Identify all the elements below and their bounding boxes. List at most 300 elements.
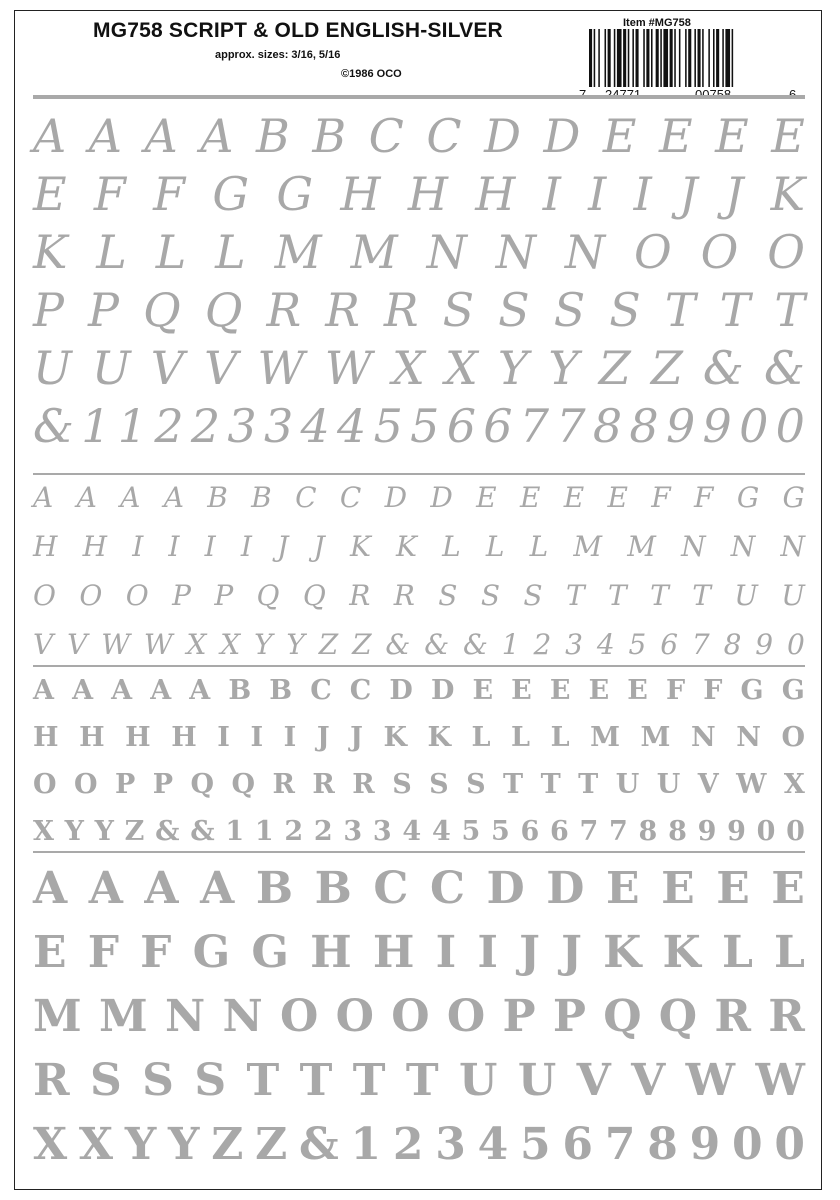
decal-glyph: C bbox=[349, 675, 372, 706]
barcode-bar bbox=[679, 29, 681, 87]
decal-glyph: E bbox=[715, 109, 749, 163]
decal-glyph: 8 bbox=[723, 628, 742, 661]
decal-glyph: 2 bbox=[190, 399, 221, 453]
decal-glyph: L bbox=[774, 927, 805, 978]
decal-glyph: 6 bbox=[446, 399, 476, 453]
decal-glyph: B bbox=[207, 481, 228, 514]
decal-glyph: M bbox=[274, 225, 322, 279]
decal-glyph: Z bbox=[211, 1119, 244, 1170]
glyph-row bbox=[33, 722, 805, 753]
decal-glyph: Q bbox=[302, 579, 326, 612]
decal-glyph: T bbox=[299, 1055, 333, 1106]
decal-glyph: P bbox=[152, 769, 174, 800]
decal-glyph: 0 bbox=[775, 399, 805, 453]
decal-glyph: F bbox=[87, 927, 119, 978]
decal-glyph: U bbox=[91, 341, 131, 395]
decal-glyph: A bbox=[111, 675, 133, 706]
decal-glyph: T bbox=[664, 283, 696, 337]
decal-glyph: C bbox=[310, 675, 332, 706]
decal-glyph: E bbox=[519, 481, 541, 514]
decal-glyph: E bbox=[716, 863, 750, 914]
decal-glyph: O bbox=[33, 769, 57, 800]
decal-glyph: M bbox=[627, 530, 656, 563]
decal-glyph: 3 bbox=[343, 816, 363, 847]
decal-glyph: C bbox=[339, 481, 362, 514]
decal-glyph: I bbox=[168, 530, 180, 563]
decal-glyph: X bbox=[33, 1119, 68, 1170]
decal-glyph: 4 bbox=[431, 816, 451, 847]
decal-glyph: T bbox=[405, 1055, 439, 1106]
decal-glyph: N bbox=[690, 722, 716, 753]
decal-glyph: Z bbox=[124, 816, 145, 847]
decal-glyph: B bbox=[312, 109, 347, 163]
decal-glyph: W bbox=[736, 769, 767, 800]
decal-glyph: & bbox=[424, 628, 450, 661]
decal-glyph: F bbox=[703, 675, 723, 706]
decal-glyph: N bbox=[165, 991, 206, 1042]
decal-glyph: E bbox=[33, 927, 67, 978]
decal-glyph: T bbox=[608, 579, 627, 612]
decal-glyph: 9 bbox=[702, 399, 732, 453]
decal-glyph: E bbox=[661, 863, 695, 914]
decal-glyph: E bbox=[771, 109, 805, 163]
decal-glyph: Y bbox=[254, 628, 273, 661]
decal-glyph: B bbox=[251, 481, 272, 514]
decal-glyph: Z bbox=[650, 341, 683, 395]
barcode-bar bbox=[646, 29, 649, 87]
decal-glyph: A bbox=[33, 109, 67, 163]
decal-glyph: X bbox=[392, 341, 425, 395]
decal-glyph: R bbox=[33, 1055, 70, 1106]
decal-glyph: G bbox=[781, 675, 805, 706]
decal-glyph: & bbox=[702, 341, 744, 395]
decal-glyph: 7 bbox=[579, 816, 599, 847]
decal-glyph: 0 bbox=[739, 399, 769, 453]
decal-glyph: W bbox=[143, 628, 173, 661]
decal-glyph: W bbox=[101, 628, 130, 661]
decal-glyph: K bbox=[770, 167, 805, 221]
decal-glyph: 7 bbox=[604, 1119, 636, 1170]
glyph-row bbox=[33, 283, 805, 337]
barcode-bar bbox=[643, 29, 645, 87]
decal-glyph: 1 bbox=[254, 816, 274, 847]
decal-glyph: N bbox=[780, 530, 805, 563]
approx-sizes-label: approx. sizes: 3/16, 5/16 bbox=[215, 49, 341, 61]
barcode-bar bbox=[632, 29, 634, 87]
barcode-bar bbox=[674, 29, 676, 87]
decal-glyph: K bbox=[662, 927, 701, 978]
decal-glyph: T bbox=[692, 579, 711, 612]
decal-glyph: Q bbox=[143, 283, 181, 337]
decal-glyph: H bbox=[372, 927, 415, 978]
decal-glyph: P bbox=[88, 283, 119, 337]
decal-glyph: 3 bbox=[372, 816, 392, 847]
decal-glyph: 9 bbox=[697, 816, 717, 847]
decal-glyph: I bbox=[542, 167, 561, 221]
barcode-bar bbox=[598, 29, 600, 87]
decal-glyph: C bbox=[368, 109, 404, 163]
decal-glyph: V bbox=[204, 341, 238, 395]
decal-glyph: H bbox=[79, 722, 105, 753]
decal-glyph: 2 bbox=[313, 816, 333, 847]
decal-glyph: 7 bbox=[691, 628, 710, 661]
decal-glyph: E bbox=[588, 675, 610, 706]
decal-glyph: O bbox=[391, 991, 430, 1042]
barcode-bar bbox=[605, 29, 607, 87]
decal-glyph: 0 bbox=[756, 816, 776, 847]
decal-glyph: 5 bbox=[410, 399, 440, 453]
decal-glyph: 4 bbox=[477, 1119, 509, 1170]
decal-glyph: H bbox=[310, 927, 352, 978]
decal-glyph: T bbox=[352, 1055, 386, 1106]
decal-glyph: H bbox=[82, 530, 108, 563]
decal-glyph: J bbox=[313, 530, 325, 563]
barcode-bar bbox=[713, 29, 715, 87]
decal-glyph: I bbox=[240, 530, 252, 563]
decal-glyph: 5 bbox=[373, 399, 403, 453]
decal-glyph: X bbox=[220, 628, 241, 661]
decal-glyph: E bbox=[627, 675, 648, 706]
decal-glyph: I bbox=[132, 530, 144, 563]
decal-glyph: U bbox=[615, 769, 640, 800]
decal-glyph: E bbox=[549, 675, 571, 706]
decal-glyph: & bbox=[298, 1119, 339, 1170]
decal-glyph: X bbox=[78, 1119, 114, 1170]
decal-glyph: D bbox=[546, 863, 585, 914]
decal-glyph: F bbox=[665, 675, 686, 706]
decal-glyph: 7 bbox=[556, 399, 586, 453]
item-number-label: Item #MG758 bbox=[623, 17, 691, 29]
decal-glyph: R bbox=[312, 769, 335, 800]
barcode-bar bbox=[660, 29, 662, 87]
decal-glyph: R bbox=[714, 991, 751, 1042]
decal-glyph: A bbox=[144, 863, 179, 914]
decal-glyph: 1 bbox=[501, 628, 520, 661]
decal-glyph: N bbox=[736, 722, 761, 753]
decal-glyph: Q bbox=[231, 769, 256, 800]
decal-glyph: D bbox=[430, 481, 453, 514]
decal-glyph: A bbox=[76, 481, 97, 514]
decal-glyph: S bbox=[142, 1055, 174, 1106]
barcode-bar bbox=[685, 29, 687, 87]
decal-glyph: Z bbox=[318, 628, 339, 661]
decal-glyph: S bbox=[523, 579, 543, 612]
decal-glyph: J bbox=[561, 927, 582, 978]
decal-glyph: W bbox=[685, 1055, 736, 1106]
decal-glyph: S bbox=[438, 579, 458, 612]
decal-glyph: G bbox=[212, 167, 250, 221]
decal-glyph: A bbox=[120, 481, 141, 514]
decal-glyph: S bbox=[442, 283, 475, 337]
decal-glyph: V bbox=[631, 1055, 666, 1106]
decal-glyph: P bbox=[33, 283, 64, 337]
copyright-label: ©1986 OCO bbox=[341, 68, 402, 80]
decal-glyph: V bbox=[33, 628, 54, 661]
decal-glyph: 8 bbox=[592, 399, 623, 453]
decal-glyph: H bbox=[407, 167, 448, 221]
decal-glyph: 2 bbox=[154, 399, 184, 453]
barcode-bar bbox=[716, 29, 719, 87]
decal-glyph: Q bbox=[256, 579, 280, 612]
decal-glyph: H bbox=[33, 530, 58, 563]
decal-glyph: R bbox=[272, 769, 295, 800]
decal-glyph: M bbox=[573, 530, 603, 563]
decal-glyph: 5 bbox=[461, 816, 481, 847]
barcode-bar bbox=[594, 29, 596, 87]
barcode-bar bbox=[688, 29, 691, 87]
section-divider bbox=[33, 473, 805, 475]
decal-glyph: E bbox=[33, 167, 67, 221]
decal-glyph: J bbox=[350, 722, 363, 753]
decal-glyph: S bbox=[553, 283, 586, 337]
decal-glyph: D bbox=[384, 481, 408, 514]
decal-glyph: V bbox=[67, 628, 88, 661]
decal-glyph: 3 bbox=[227, 399, 257, 453]
glyph-row bbox=[33, 628, 805, 661]
decal-glyph: D bbox=[430, 675, 455, 706]
decal-glyph: 2 bbox=[533, 628, 552, 661]
decal-glyph: I bbox=[477, 927, 498, 978]
sheet-title: MG758 SCRIPT & OLD ENGLISH-SILVER bbox=[93, 19, 503, 42]
decal-glyph: D bbox=[484, 109, 521, 163]
decal-glyph: Y bbox=[168, 1119, 200, 1170]
decal-glyph: 7 bbox=[609, 816, 628, 847]
decal-glyph: A bbox=[150, 675, 172, 706]
decal-sheet bbox=[14, 10, 822, 1190]
decal-glyph: 0 bbox=[786, 816, 805, 847]
decal-glyph: Q bbox=[603, 991, 642, 1042]
barcode-bar bbox=[663, 29, 668, 87]
decal-glyph: L bbox=[485, 530, 505, 563]
decal-glyph: 0 bbox=[731, 1119, 763, 1170]
decal-glyph: M bbox=[99, 991, 148, 1042]
decal-glyph: 2 bbox=[284, 816, 304, 847]
decal-glyph: T bbox=[565, 579, 585, 612]
decal-glyph: 9 bbox=[727, 816, 746, 847]
decal-glyph: C bbox=[373, 863, 409, 914]
decal-glyph: J bbox=[277, 530, 289, 563]
glyph-row bbox=[33, 927, 805, 978]
decal-glyph: L bbox=[550, 722, 570, 753]
decal-glyph: 8 bbox=[629, 399, 659, 453]
decal-glyph: 8 bbox=[647, 1119, 678, 1170]
decal-glyph: 4 bbox=[337, 399, 367, 453]
decal-glyph: P bbox=[114, 769, 136, 800]
decal-glyph: W bbox=[257, 341, 305, 395]
decal-glyph: L bbox=[442, 530, 461, 563]
decal-glyph: 1 bbox=[81, 399, 111, 453]
decal-glyph: M bbox=[640, 722, 671, 753]
decal-glyph: L bbox=[96, 225, 127, 279]
decal-glyph: Y bbox=[497, 341, 529, 395]
decal-glyph: T bbox=[650, 579, 669, 612]
decal-glyph: A bbox=[33, 481, 54, 514]
header-divider bbox=[33, 95, 805, 99]
decal-glyph: K bbox=[603, 927, 642, 978]
decal-glyph: E bbox=[605, 863, 640, 914]
decal-glyph: M bbox=[590, 722, 620, 753]
decal-glyph: 0 bbox=[774, 1119, 805, 1170]
decal-glyph: E bbox=[472, 675, 494, 706]
decal-glyph: V bbox=[697, 769, 719, 800]
decal-glyph: O bbox=[767, 225, 805, 279]
decal-glyph: N bbox=[564, 225, 606, 279]
decal-glyph: N bbox=[730, 530, 756, 563]
decal-glyph: J bbox=[679, 167, 698, 221]
decal-glyph: M bbox=[33, 991, 82, 1042]
glyph-row bbox=[33, 991, 805, 1042]
decal-glyph: H bbox=[340, 167, 381, 221]
decal-glyph: I bbox=[633, 167, 652, 221]
decal-glyph: 6 bbox=[562, 1119, 594, 1170]
barcode-bar bbox=[656, 29, 659, 87]
decal-glyph: Y bbox=[286, 628, 305, 661]
decal-glyph: H bbox=[125, 722, 151, 753]
decal-glyph: Q bbox=[658, 991, 698, 1042]
barcode-bar bbox=[698, 29, 701, 87]
decal-glyph: A bbox=[163, 481, 184, 514]
decal-glyph: A bbox=[189, 675, 211, 706]
decal-glyph: O bbox=[79, 579, 103, 612]
decal-glyph: D bbox=[389, 675, 413, 706]
decal-glyph: 6 bbox=[520, 816, 540, 847]
barcode-bar bbox=[651, 29, 653, 87]
decal-glyph: 7 bbox=[519, 399, 550, 453]
decal-glyph: N bbox=[426, 225, 467, 279]
decal-glyph: 8 bbox=[638, 816, 658, 847]
barcode-bar bbox=[722, 29, 724, 87]
decal-glyph: & bbox=[763, 341, 805, 395]
decal-glyph: C bbox=[429, 863, 465, 914]
decal-glyph: F bbox=[694, 481, 714, 514]
decal-glyph: F bbox=[153, 167, 186, 221]
decal-glyph: 1 bbox=[117, 399, 148, 453]
decal-glyph: A bbox=[88, 863, 123, 914]
decal-glyph: X bbox=[783, 769, 805, 800]
decal-glyph: K bbox=[349, 530, 371, 563]
decal-glyph: S bbox=[609, 283, 641, 337]
decal-glyph: 3 bbox=[565, 628, 583, 661]
decal-glyph: B bbox=[256, 109, 290, 163]
decal-glyph: X bbox=[33, 816, 54, 847]
decal-glyph: R bbox=[325, 283, 360, 337]
decal-glyph: E bbox=[607, 481, 628, 514]
decal-glyph: S bbox=[89, 1055, 122, 1106]
decal-glyph: 0 bbox=[786, 628, 805, 661]
decal-glyph: S bbox=[429, 769, 449, 800]
decal-glyph: 5 bbox=[628, 628, 647, 661]
decal-glyph: & bbox=[385, 628, 411, 661]
barcode-bar bbox=[694, 29, 696, 87]
decal-glyph: L bbox=[471, 722, 491, 753]
decal-glyph: E bbox=[602, 109, 637, 163]
decal-glyph: O bbox=[125, 579, 149, 612]
glyph-row bbox=[33, 1119, 805, 1170]
decal-glyph: K bbox=[396, 530, 417, 563]
decal-glyph: O bbox=[781, 722, 805, 753]
glyph-row bbox=[33, 816, 805, 847]
decal-glyph: P bbox=[552, 991, 586, 1042]
barcode-bar bbox=[636, 29, 639, 87]
barcode-bar bbox=[732, 29, 734, 87]
decal-glyph: A bbox=[33, 675, 54, 706]
decal-glyph: I bbox=[217, 722, 230, 753]
decal-glyph: S bbox=[392, 769, 412, 800]
decal-glyph: D bbox=[543, 109, 581, 163]
decal-glyph: N bbox=[681, 530, 706, 563]
decal-glyph: 1 bbox=[225, 816, 245, 847]
decal-glyph: A bbox=[88, 109, 122, 163]
decal-glyph: R bbox=[266, 283, 302, 337]
decal-glyph: Z bbox=[255, 1119, 288, 1170]
decal-glyph: G bbox=[276, 167, 314, 221]
decal-glyph: I bbox=[588, 167, 607, 221]
decal-glyph: 6 bbox=[483, 399, 513, 453]
glyph-row bbox=[33, 399, 805, 453]
decal-glyph: Z bbox=[352, 628, 372, 661]
decal-glyph: T bbox=[503, 769, 524, 800]
glyph-row bbox=[33, 225, 805, 279]
decal-glyph: R bbox=[383, 283, 419, 337]
decal-glyph: T bbox=[719, 283, 751, 337]
decal-glyph: S bbox=[194, 1055, 227, 1106]
decal-glyph: J bbox=[724, 167, 744, 221]
decal-glyph: 6 bbox=[550, 816, 569, 847]
decal-glyph: B bbox=[228, 675, 252, 706]
decal-glyph: R bbox=[349, 579, 371, 612]
decal-glyph: B bbox=[269, 675, 293, 706]
decal-glyph: U bbox=[656, 769, 681, 800]
decal-glyph: T bbox=[540, 769, 561, 800]
decal-glyph: T bbox=[774, 283, 805, 337]
barcode-bar bbox=[623, 29, 626, 87]
decal-glyph: R bbox=[768, 991, 805, 1042]
decal-glyph: O bbox=[634, 225, 672, 279]
decal-glyph: E bbox=[476, 481, 497, 514]
decal-glyph: L bbox=[721, 927, 753, 978]
glyph-row bbox=[33, 481, 805, 514]
decal-glyph: I bbox=[204, 530, 216, 563]
decal-glyph: L bbox=[215, 225, 246, 279]
decal-glyph: 5 bbox=[490, 816, 510, 847]
decal-glyph: O bbox=[33, 579, 56, 612]
decal-glyph: 9 bbox=[689, 1119, 721, 1170]
decal-glyph: 4 bbox=[300, 399, 330, 453]
decal-glyph: S bbox=[498, 283, 530, 337]
decal-glyph: 1 bbox=[350, 1119, 382, 1170]
decal-glyph: 4 bbox=[596, 628, 615, 661]
decal-glyph: Y bbox=[94, 816, 114, 847]
decal-glyph: A bbox=[33, 863, 68, 914]
decal-glyph: D bbox=[486, 863, 525, 914]
decal-glyph: G bbox=[251, 927, 289, 978]
decal-glyph: A bbox=[200, 863, 235, 914]
decal-glyph: I bbox=[250, 722, 264, 753]
decal-glyph: F bbox=[140, 927, 172, 978]
decal-glyph: G bbox=[192, 927, 231, 978]
decal-glyph: Q bbox=[204, 283, 243, 337]
decal-glyph: 6 bbox=[660, 628, 679, 661]
barcode-bar bbox=[608, 29, 611, 87]
glyph-row bbox=[33, 675, 805, 706]
decal-glyph: U bbox=[459, 1055, 498, 1106]
glyph-row bbox=[33, 341, 805, 395]
decal-glyph: Q bbox=[190, 769, 215, 800]
decal-glyph: A bbox=[200, 109, 234, 163]
decal-glyph: S bbox=[480, 579, 500, 612]
glyph-row bbox=[33, 530, 805, 563]
glyph-row bbox=[33, 167, 805, 221]
